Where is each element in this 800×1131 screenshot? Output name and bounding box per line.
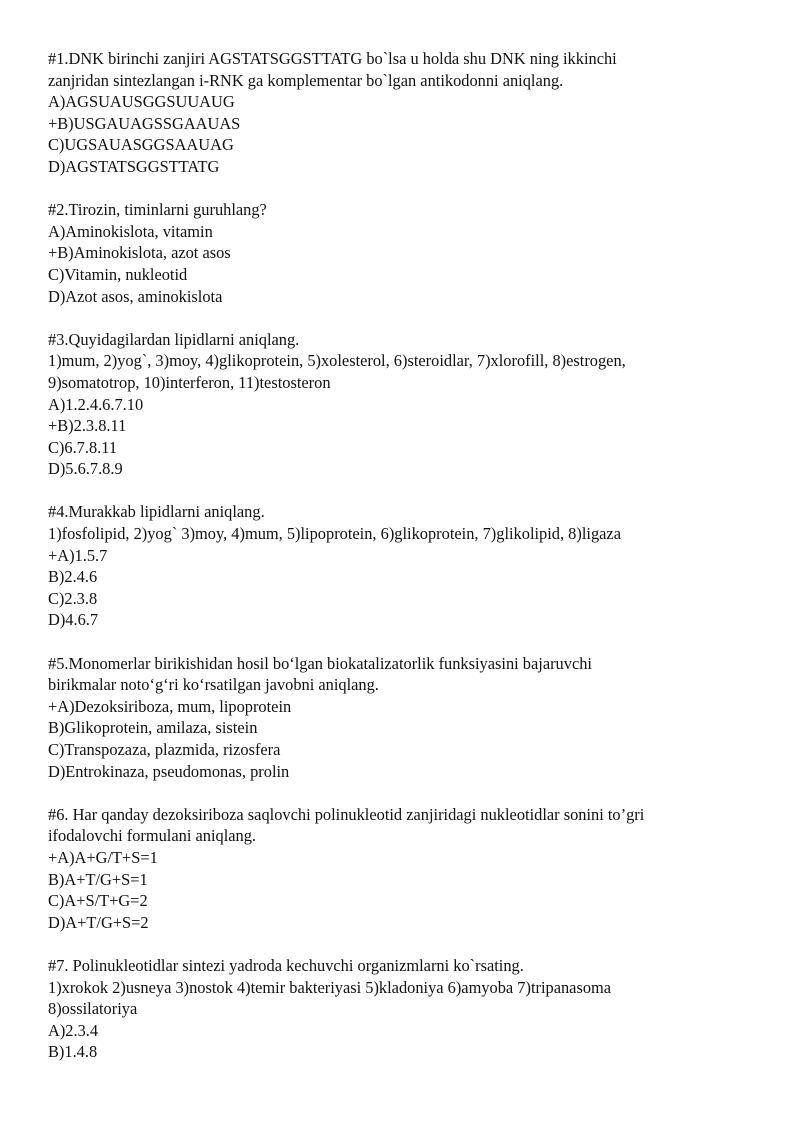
question-5 — [48, 653, 758, 783]
question-text: ifodalovchi formulani aniqlang. — [48, 826, 257, 846]
answer-option: +B)Aminokislota, azot asos — [48, 243, 231, 263]
answer-option: B)1.4.8 — [48, 1042, 98, 1062]
answer-option: +A)1.5.7 — [48, 545, 108, 565]
question-text: birikmalar noto‘g‘ri ko‘rsatilgan javobni aniqlang. — [48, 675, 379, 695]
answer-option: B)Glikoprotein, amilaza, sistein — [48, 718, 258, 738]
answer-option: D)Azot asos, aminokislota — [48, 286, 223, 306]
answer-option: +A)Dezoksiriboza, mum, lipoprotein — [48, 696, 292, 716]
answer-option: B)A+T/G+S=1 — [48, 869, 148, 889]
answer-option: C)Vitamin, nukleotid — [48, 264, 188, 284]
document-page — [48, 48, 758, 1085]
question-text: 1)xrokok 2)usneya 3)nostok 4)temir bakteriyasi 5)kladoniya 6)amyoba 7)tripanasoma — [48, 977, 612, 997]
answer-option: +A)A+G/T+S=1 — [48, 847, 158, 867]
question-text: #7. Polinukleotidlar sintezi yadroda kechuvchi organizmlarni ko`rsating. — [48, 955, 524, 975]
answer-option: C)UGSAUASGGSAAUAG — [48, 135, 234, 155]
answer-option: B)2.4.6 — [48, 567, 98, 587]
answer-option: +B)USGAUAGSSGAAUAS — [48, 113, 241, 133]
question-text: 1)mum, 2)yog`, 3)moy, 4)glikoprotein, 5)xolesterol, 6)steroidlar, 7)xlorofill, 8)estrogen, — [48, 351, 626, 371]
question-text: #1.DNK birinchi zanjiri AGSTATSGGSTTATG bo`lsa u holda shu DNK ning ikkinchi — [48, 49, 617, 68]
question-4 — [48, 501, 758, 631]
answer-option: D)AGSTATSGGSTTATG — [48, 156, 220, 176]
question-6 — [48, 804, 758, 934]
answer-option: D)Entrokinaza, pseudomonas, prolin — [48, 761, 290, 781]
answer-option: C)Transpozaza, plazmida, rizosfera — [48, 740, 281, 759]
answer-option: C)2.3.8 — [48, 588, 98, 608]
question-text: zanjridan sintezlangan i-RNK ga komplementar bo`lgan antikodonni aniqlang. — [48, 70, 564, 90]
question-2 — [48, 199, 758, 307]
question-1 — [48, 48, 758, 178]
question-7 — [48, 955, 758, 1063]
question-text: 1)fosfolipid, 2)yog` 3)moy, 4)mum, 5)lipoprotein, 6)glikoprotein, 7)glikolipid, 8)ligaza — [48, 524, 621, 544]
question-text: #5.Monomerlar birikishidan hosil bo‘lgan biokatalizatorlik funksiyasini bajaruvchi — [48, 653, 592, 673]
answer-option: A)2.3.4 — [48, 1020, 99, 1040]
question-text: 9)somatotrop, 10)interferon, 11)testosteron — [48, 372, 331, 392]
question-text: #3.Quyidagilardan lipidlarni aniqlang. — [48, 329, 300, 349]
answer-option: A)Aminokislota, vitamin — [48, 221, 213, 241]
answer-option: +B)2.3.8.11 — [48, 416, 127, 436]
question-3 — [48, 329, 758, 480]
answer-option: D)5.6.7.8.9 — [48, 459, 123, 479]
answer-option: A)AGSUAUSGGSUUAUG — [48, 92, 235, 112]
answer-option: C)6.7.8.11 — [48, 437, 118, 457]
question-text: #2.Tirozin, timinlarni guruhlang? — [48, 200, 267, 220]
answer-option: A)1.2.4.6.7.10 — [48, 394, 144, 414]
answer-option: D)4.6.7 — [48, 610, 99, 630]
answer-option: C)A+S/T+G=2 — [48, 891, 148, 911]
question-text: #4.Murakkab lipidlarni aniqlang. — [48, 502, 265, 522]
question-text: 8)ossilatoriya — [48, 999, 138, 1019]
answer-option: D)A+T/G+S=2 — [48, 912, 149, 932]
question-text: #6. Har qanday dezoksiriboza saqlovchi polinukleotid zanjiridagi nukleotidlar sonini to’gri — [48, 804, 645, 824]
